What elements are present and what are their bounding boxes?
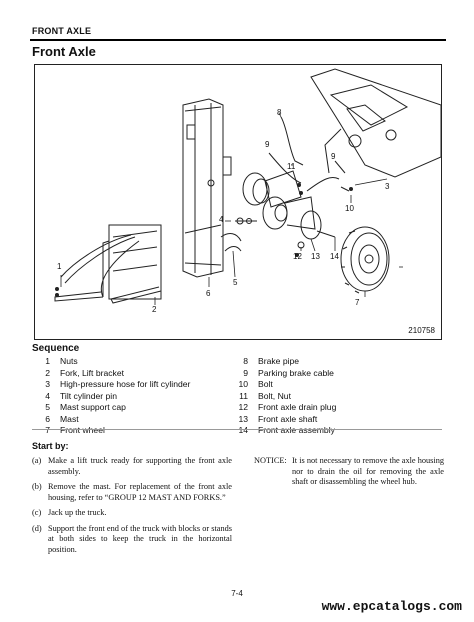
sequence-item: 10 Bolt	[238, 379, 273, 389]
step-item: (d) Support the front end of the truck with blocks or stands at both sides to keep the truck in the horizontal position.	[32, 523, 232, 554]
start-by-title: Start by:	[32, 441, 69, 451]
brake-lines-drawing	[269, 117, 349, 191]
step-item: (b) Remove the mast. For replacement of the front axle housing, refer to “GROUP 12 MAST AND FORKS.”	[32, 482, 232, 502]
callout-14: 14	[330, 252, 339, 261]
step-item: (a) Make a lift truck ready for supporting the front axle assembly.	[32, 456, 232, 476]
front-wheel-drawing	[341, 227, 389, 293]
callout-10: 10	[345, 204, 354, 213]
page-title: Front Axle	[32, 44, 96, 59]
sequence-item: 8 Brake pipe	[243, 356, 300, 366]
notice-text: It is not necessary to remove the axle housing nor to drain the oil for removing the axle shaft or disassembling the wheel hub.	[292, 456, 444, 486]
watermark-text: www.epcatalogs.com	[321, 599, 462, 614]
sequence-item: 4 Tilt cylinder pin	[45, 390, 117, 401]
start-by-steps	[32, 456, 232, 560]
step-item: (c) Jack up the truck.	[32, 508, 107, 517]
sequence-item: 3 High-pressure hose for lift cylinder	[45, 379, 191, 389]
sequence-item: 11 Bolt, Nut	[239, 390, 291, 401]
mast-drawing	[183, 99, 231, 277]
tilt-pin-drawing	[219, 215, 257, 251]
callout-2: 2	[152, 305, 157, 314]
callout-13: 13	[311, 252, 320, 261]
sequence-item: 2 Fork, Lift bracket	[45, 367, 124, 378]
sequence-item: 7 Front wheel	[45, 425, 105, 435]
callout-11: 11	[287, 162, 296, 171]
fork-bracket-drawing	[55, 225, 161, 303]
sequence-title: Sequence	[32, 343, 80, 354]
callout-4: 4	[219, 215, 224, 224]
section-header: FRONT AXLE	[32, 26, 92, 36]
sequence-item: 9 Parking brake cable	[243, 367, 334, 378]
axle-assembly-drawing	[243, 171, 335, 248]
header-rule	[30, 25, 446, 41]
diagram-drawing	[35, 65, 441, 339]
exploded-diagram	[34, 64, 442, 340]
page-number: 7-4	[231, 589, 243, 598]
callout-9a: 9	[265, 140, 270, 149]
sequence-item: 14 Front axle assembly	[238, 425, 335, 435]
sequence-item: 1 Nuts	[45, 356, 78, 366]
callout-5: 5	[233, 278, 238, 287]
sequence-item: 13 Front axle shaft	[238, 413, 318, 424]
sequence-list-right	[230, 356, 336, 437]
callout-9b: 9	[331, 152, 336, 161]
sequence-item: 6 Mast	[45, 413, 79, 424]
callout-7: 7	[355, 298, 360, 307]
sequence-item: 12 Front axle drain plug	[238, 402, 337, 412]
section-divider	[32, 429, 442, 430]
sequence-item: 5 Mast support cap	[45, 402, 126, 412]
callout-12: 12	[293, 252, 302, 261]
callout-3: 3	[385, 182, 390, 191]
callout-1: 1	[57, 262, 62, 271]
notice-label: NOTICE:	[254, 456, 287, 465]
sequence-list-left	[32, 356, 190, 437]
callout-8: 8	[277, 108, 282, 117]
callout-6: 6	[206, 289, 211, 298]
figure-id: 210758	[408, 326, 435, 335]
notice-block	[254, 456, 444, 488]
